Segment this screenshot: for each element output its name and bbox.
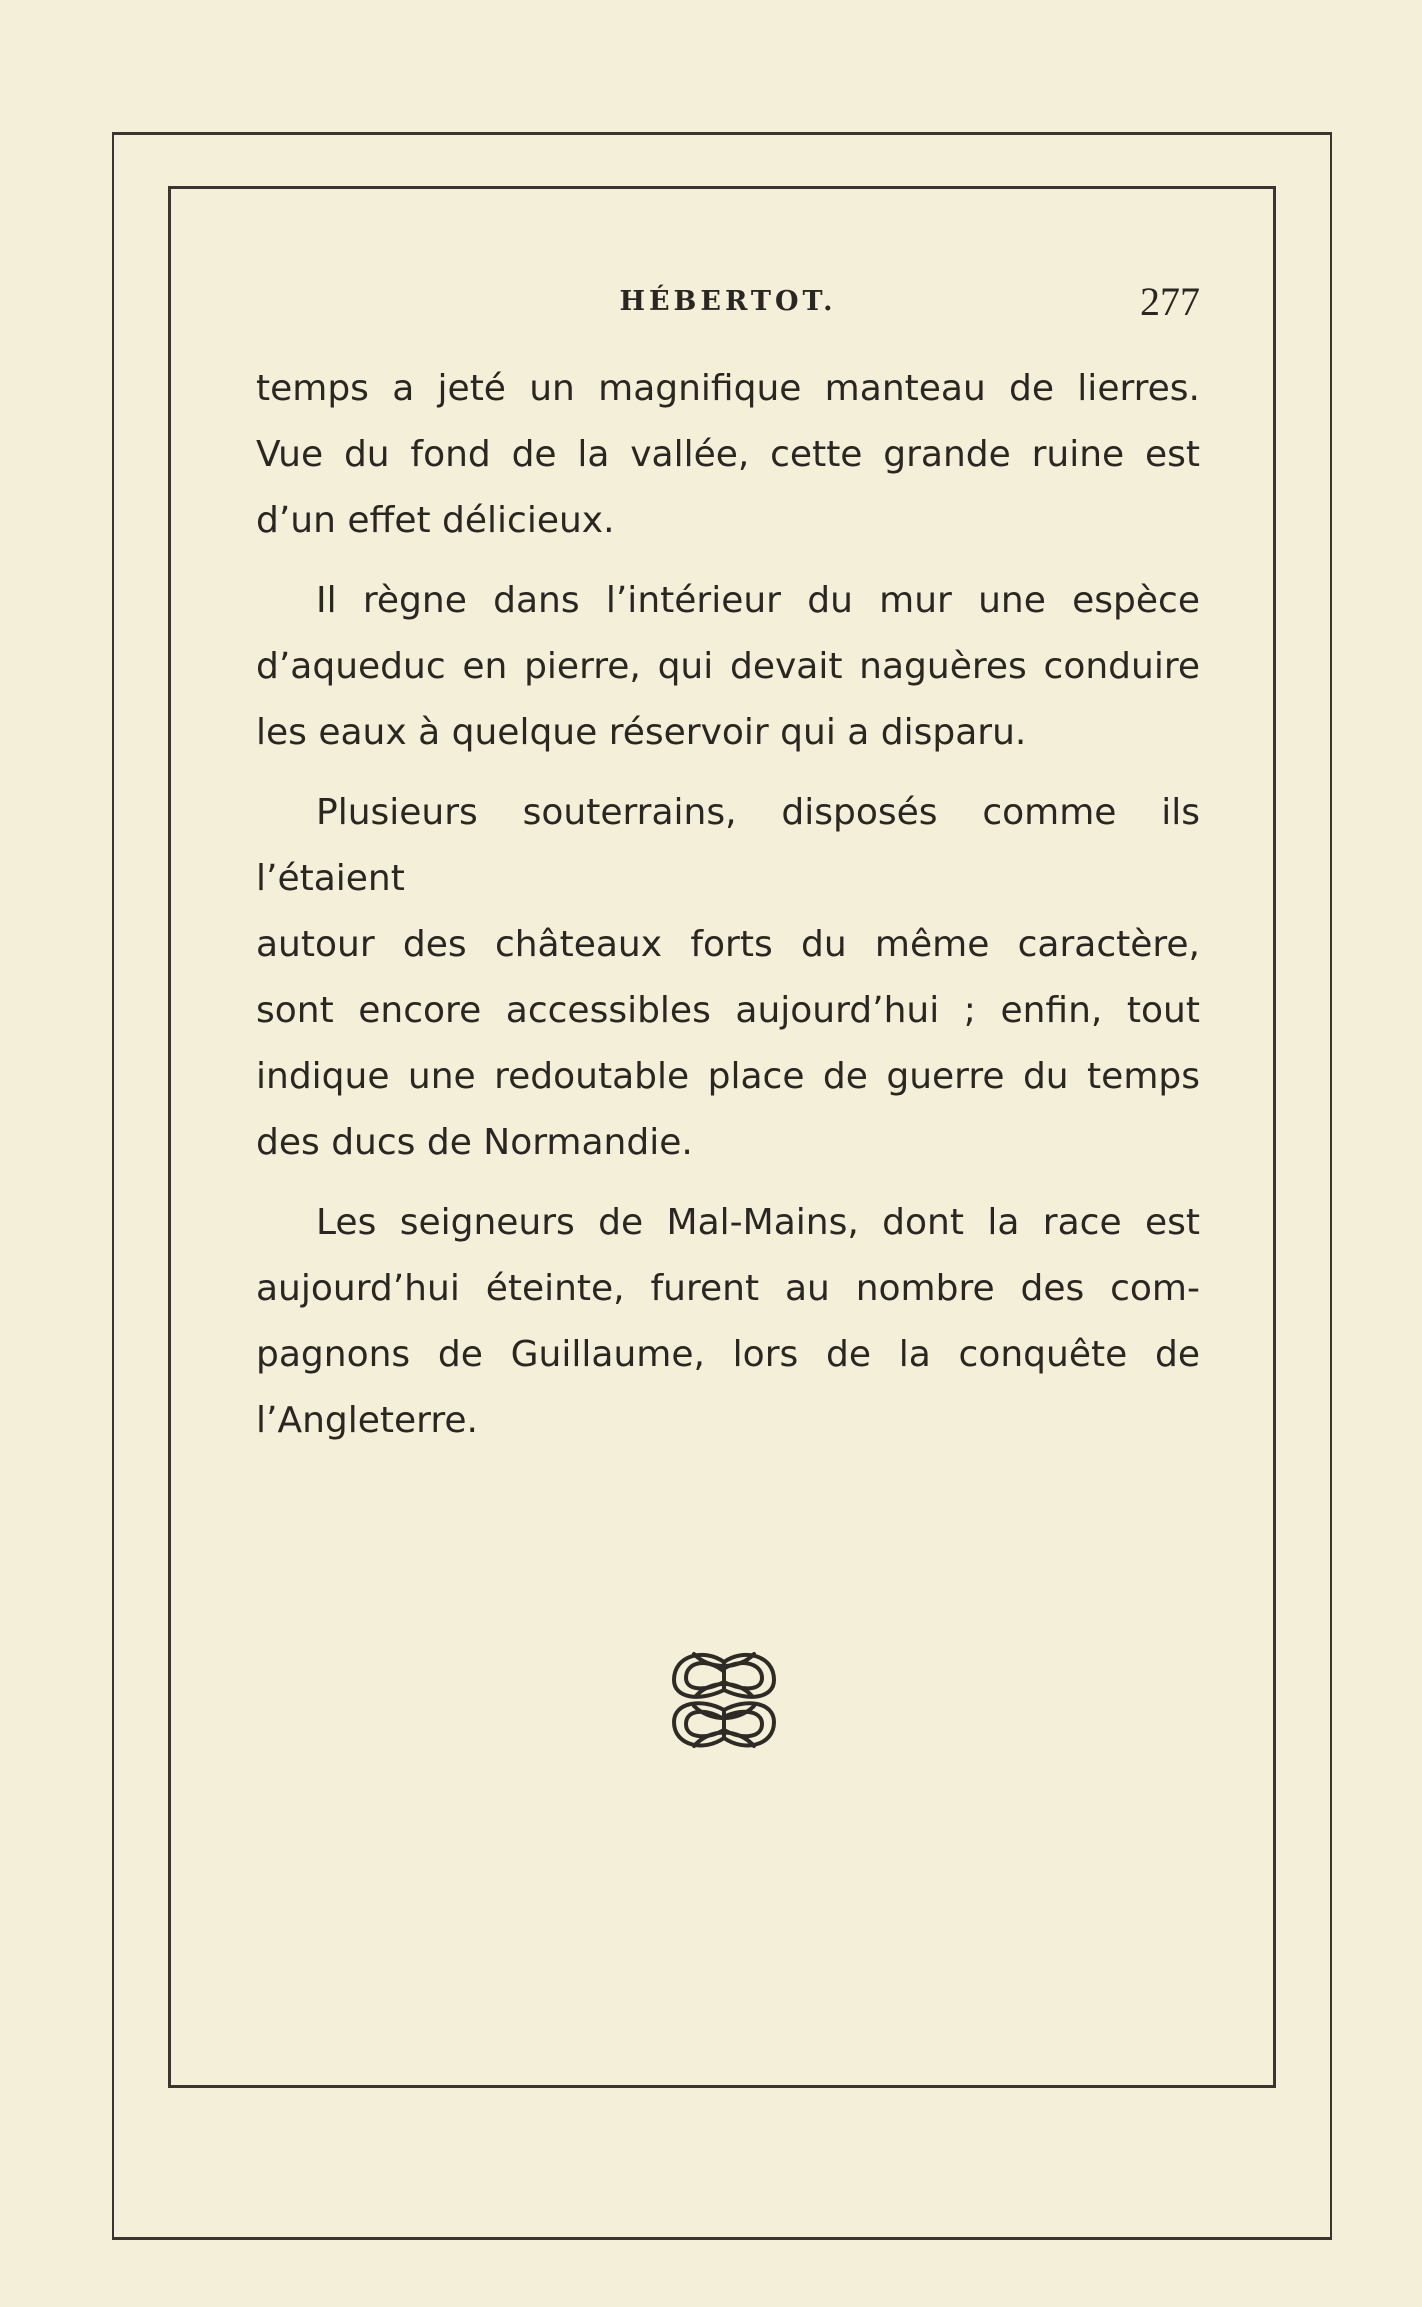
text-line: Les seigneurs de Mal-Mains, dont la race est	[316, 1202, 1200, 1243]
text-line: l’Angleterre.	[256, 1400, 478, 1441]
text-line: d’aqueduc en pierre, qui devait naguères conduire	[256, 646, 1200, 687]
page-number: 277	[1140, 279, 1200, 324]
text-line: Vue du fond de la vallée, cette grande ruine est	[256, 434, 1200, 475]
text-line: Il règne dans l’intérieur du mur une espèce	[316, 580, 1200, 621]
running-title: HÉBERTOT.	[619, 286, 837, 317]
paragraph-3	[256, 780, 1200, 1176]
text-line: Plusieurs souterrains, disposés comme ils l’étaient	[256, 792, 1200, 899]
paragraph-1	[256, 356, 1200, 554]
text-line: sont encore accessibles aujourd’hui ; enfin, tout	[256, 990, 1200, 1031]
text-line: des ducs de Normandie.	[256, 1122, 693, 1163]
paragraph-2	[256, 568, 1200, 766]
paragraph-4	[256, 1190, 1200, 1454]
running-header	[256, 279, 1200, 332]
text-line: temps a jeté un magnifique manteau de lierres.	[256, 368, 1200, 409]
text-line: pagnons de Guillaume, lors de la conquête de	[256, 1334, 1200, 1375]
text-line: autour des châteaux forts du même caractère,	[256, 924, 1200, 965]
celtic-knot-ornament-icon	[664, 1640, 784, 1760]
text-line: aujourd’hui éteinte, furent au nombre des com-	[256, 1268, 1200, 1309]
text-line: les eaux à quelque réservoir qui a disparu.	[256, 712, 1027, 753]
text-line: indique une redoutable place de guerre du temps	[256, 1056, 1200, 1097]
text-body	[256, 356, 1200, 1468]
text-line: d’un effet délicieux.	[256, 500, 615, 541]
